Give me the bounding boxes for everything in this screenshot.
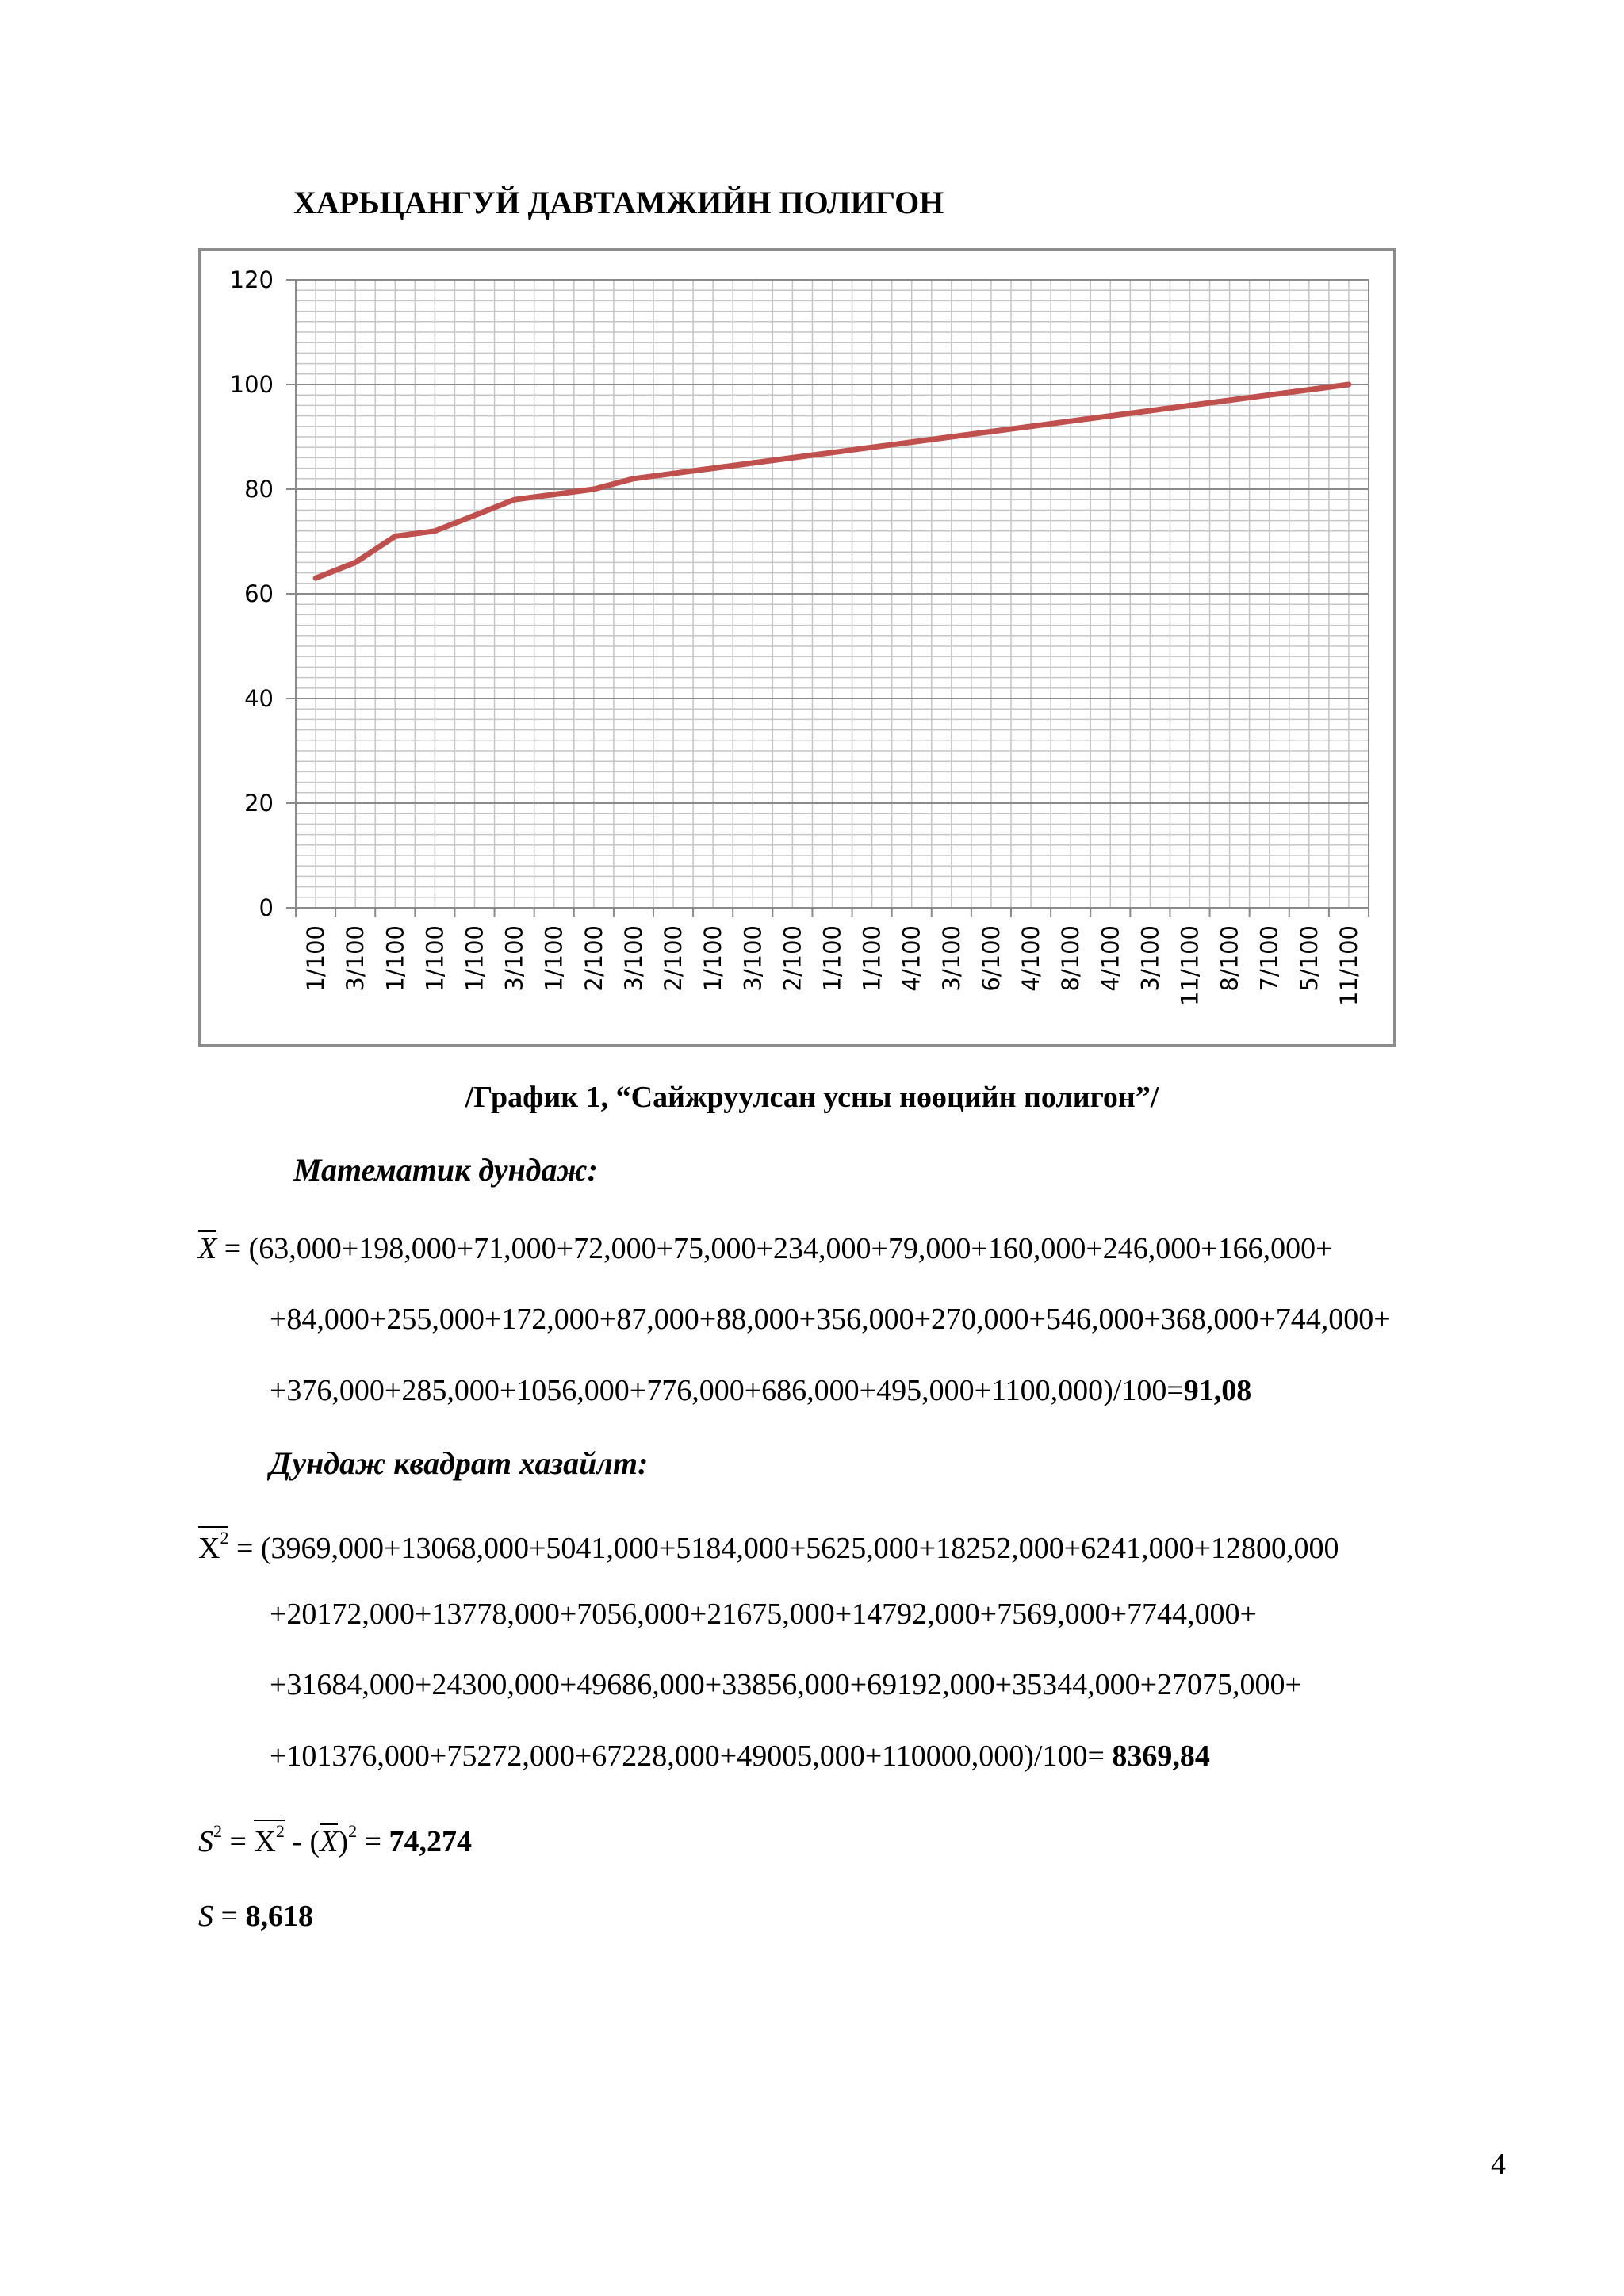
mean-square-formula-2: +20172,000+13778,000+7056,000+21675,000+14792,000+7569,000+7744,000+ [270,1598,1257,1631]
chart-frame [198,248,1396,1047]
x-tick-label: 4/100 [1017,925,1045,992]
chart-caption: /График 1, “Сайжруулсан усны нөөцийн полигон”/ [465,1081,1159,1114]
mean-square-eq: = [228,1532,261,1565]
y-tick-label: 60 [244,580,274,607]
x-tick-label: 1/100 [461,925,488,992]
x-tick-label: 1/100 [421,925,449,992]
x-tick-label: 3/100 [1136,925,1164,992]
variance-result: 74,274 [389,1825,473,1858]
x-tick-label: 1/100 [302,925,330,992]
mean-heading: Математик дундаж: [293,1152,598,1188]
mean-square-symbol: $X^2$ [198,1528,229,1565]
x-tick-label: 11/100 [1335,925,1362,1007]
x-tick-label: 3/100 [739,925,767,992]
y-tick-label: 20 [244,790,274,817]
x-tick-label: 1/100 [381,925,409,992]
std-result: 8,618 [245,1900,313,1933]
mean-formula-2: +84,000+255,000+172,000+87,000+88,000+356,000+270,000+546,000+368,000+744,000+ [270,1303,1391,1336]
mean-symbol: X [198,1232,217,1265]
mean-square-formula-4: +101376,000+75272,000+67228,000+49005,000+110000,000)/100= [270,1739,1113,1773]
x-tick-label: 1/100 [540,925,568,992]
y-tick-label: 100 [229,371,274,398]
x-tick-label: 8/100 [1057,925,1085,992]
y-tick-label: 80 [244,476,274,503]
mean-result: 91,08 [1183,1374,1252,1407]
mean-line-1 [198,1230,1333,1266]
mean-square-line-4 [270,1739,1210,1774]
x-tick-label: 3/100 [619,925,647,992]
x-tick-label: 4/100 [1097,925,1124,992]
x-tick-label: 7/100 [1255,925,1283,992]
mean-formula-1: (63,000+198,000+71,000+72,000+75,000+234,000+79,000+160,000+246,000+166,000+ [248,1232,1333,1265]
x-tick-label: 1/100 [699,925,727,992]
x-tick-label: 4/100 [898,925,925,992]
x-tick-label: 1/100 [818,925,846,992]
x-tick-label: 11/100 [1176,925,1204,1007]
x-tick-label: 3/100 [937,925,965,992]
page-number: 4 [1491,2148,1506,2181]
x-tick-label: 2/100 [580,925,607,992]
y-tick-label: 0 [259,894,274,921]
x-tick-label: 1/100 [858,925,886,992]
y-tick-label: 40 [244,685,274,712]
x-tick-label: 3/100 [500,925,528,992]
mean-square-line-1 [198,1526,1339,1566]
x-tick-label: 5/100 [1295,925,1323,992]
y-tick-label: 120 [229,266,274,293]
std-line: S = 8,618 [198,1900,313,1933]
x-tick-label: 3/100 [342,925,370,992]
mean-eq: = [216,1232,249,1265]
x-tick-label: 2/100 [779,925,806,992]
mean-line-3 [270,1373,1251,1408]
mean-square-result: 8369,84 [1112,1739,1210,1773]
x-tick-label: 8/100 [1216,925,1243,992]
mean-square-heading: Дундаж квадрат хазайлт: [270,1445,649,1481]
variance-line: $S^2 = X^2 - (X)^2 = 74,274$ [198,1821,473,1858]
mean-square-formula-3: +31684,000+24300,000+49686,000+33856,000+69192,000+35344,000+27075,000+ [270,1668,1302,1701]
section-title: ХАРЬЦАНГУЙ ДАВТАМЖИЙН ПОЛИГОН [293,185,944,220]
mean-square-formula-1: (3969,000+13068,000+5041,000+5184,000+5625,000+18252,000+6241,000+12800,000 [260,1532,1339,1565]
mean-formula-3: +376,000+285,000+1056,000+776,000+686,000+495,000+1100,000)/100= [270,1374,1184,1407]
x-tick-label: 6/100 [977,925,1005,992]
polygon-chart [201,251,1393,1044]
x-tick-label: 2/100 [660,925,688,992]
